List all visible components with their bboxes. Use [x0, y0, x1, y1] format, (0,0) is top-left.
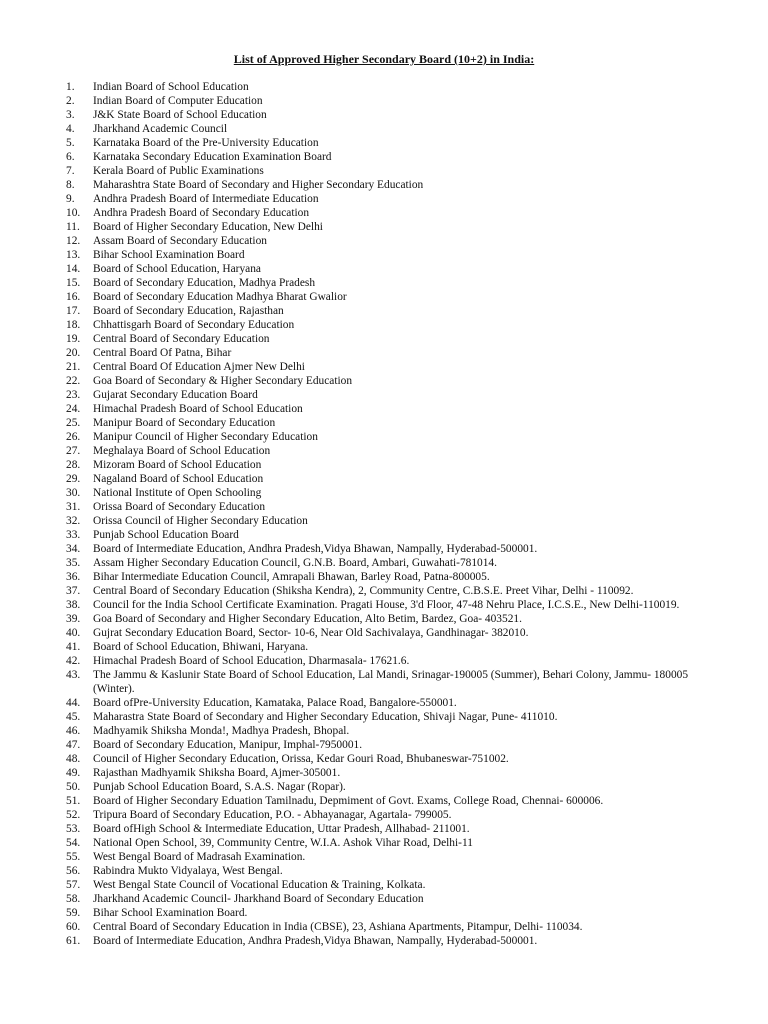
- list-item-text: Andhra Pradesh Board of Secondary Education: [93, 207, 310, 219]
- list-item-text: Gujrat Secondary Education Board, Sector- 10-6, Near Old Sachivalaya, Gandhinagar- 382010.: [93, 627, 529, 639]
- list-item-text: Board of Higher Secondary Eduation Tamilnadu, Depmiment of Govt. Exams, College Road, Chennai- 600006.: [93, 795, 604, 807]
- list-item-text: West Bengal Board of Madrasah Examination.: [93, 851, 306, 863]
- list-item: [66, 192, 726, 206]
- list-item-text: Himachal Pradesh Board of School Education, Dharmasala- 17621.6.: [93, 655, 410, 667]
- list-item-text: Mizoram Board of School Education: [93, 459, 262, 471]
- list-item-number: 26.: [66, 431, 81, 443]
- list-item-number: 31.: [66, 501, 81, 513]
- list-item: [66, 892, 726, 906]
- list-item-number: 19.: [66, 333, 81, 345]
- list-item-number: 42.: [66, 655, 81, 667]
- list-item: [66, 528, 726, 542]
- list-item-text: Chhattisgarh Board of Secondary Education: [93, 319, 295, 331]
- list-item-number: 10.: [66, 207, 81, 219]
- list-item: [66, 934, 726, 948]
- list-item-text: Himachal Pradesh Board of School Education: [93, 403, 303, 415]
- list-item-text: Board of Intermediate Education, Andhra Pradesh,Vidya Bhawan, Nampally, Hyderabad-500001.: [93, 935, 538, 947]
- list-item-number: 8.: [66, 179, 75, 191]
- list-item: [66, 752, 726, 766]
- list-item: [66, 178, 726, 192]
- list-item: [66, 416, 726, 430]
- list-item-number: 4.: [66, 123, 75, 135]
- list-item: [66, 318, 726, 332]
- list-item-text: Punjab School Education Board: [93, 529, 239, 541]
- list-item-text: Indian Board of Computer Education: [93, 95, 263, 107]
- list-item: [66, 836, 726, 850]
- list-item-number: 28.: [66, 459, 81, 471]
- list-item: [66, 626, 726, 640]
- list-item-number: 46.: [66, 725, 81, 737]
- list-item-number: 30.: [66, 487, 81, 499]
- list-item-text: Maharashtra State Board of Secondary and Higher Secondary Education: [93, 179, 424, 191]
- list-item-text: Bihar Intermediate Education Council, Amrapali Bhawan, Barley Road, Patna-800005.: [93, 571, 490, 583]
- list-item: [66, 794, 726, 808]
- list-item: [66, 542, 726, 556]
- list-item-number: 39.: [66, 613, 81, 625]
- list-item-number: 51.: [66, 795, 81, 807]
- list-item-number: 18.: [66, 319, 81, 331]
- list-item-number: 47.: [66, 739, 81, 751]
- list-item-text: Board of Intermediate Education, Andhra Pradesh,Vidya Bhawan, Nampally, Hyderabad-500001.: [93, 543, 538, 555]
- list-item-text: Andhra Pradesh Board of Intermediate Education: [93, 193, 319, 205]
- list-item-number: 17.: [66, 305, 81, 317]
- list-item-number: 6.: [66, 151, 75, 163]
- list-item: [66, 654, 726, 668]
- list-item: [66, 738, 726, 752]
- list-item: [66, 430, 726, 444]
- list-item-number: 50.: [66, 781, 81, 793]
- list-item: [66, 262, 726, 276]
- list-item-text: Bihar School Examination Board.: [93, 907, 248, 919]
- list-item: [66, 486, 726, 500]
- list-item-number: 43.: [66, 669, 81, 681]
- list-item: [66, 444, 726, 458]
- list-item-number: 56.: [66, 865, 81, 877]
- list-item: [66, 304, 726, 318]
- list-item-number: 35.: [66, 557, 81, 569]
- list-item: [66, 136, 726, 150]
- list-item-number: 3.: [66, 109, 75, 121]
- list-item: [66, 388, 726, 402]
- list-item: [66, 906, 726, 920]
- list-item-number: 29.: [66, 473, 81, 485]
- list-item: [66, 500, 726, 514]
- list-item-text: Maharastra State Board of Secondary and Higher Secondary Education, Shivaji Nagar, Pune- 411010.: [93, 711, 558, 723]
- list-item-text: Board of School Education, Haryana: [93, 263, 261, 275]
- list-item-number: 20.: [66, 347, 81, 359]
- list-item-number: 49.: [66, 767, 81, 779]
- list-item: [66, 920, 726, 934]
- list-item: [66, 346, 726, 360]
- list-item-number: 16.: [66, 291, 81, 303]
- list-item: [66, 290, 726, 304]
- list-item: [66, 822, 726, 836]
- list-item-number: 13.: [66, 249, 81, 261]
- list-item: [66, 206, 726, 220]
- list-item-text: Board ofHigh School & Intermediate Education, Uttar Pradesh, Allhabad- 211001.: [93, 823, 470, 835]
- list-item-text: Board of Secondary Education Madhya Bharat Gwalior: [93, 291, 347, 303]
- list-item-number: 44.: [66, 697, 81, 709]
- list-item-number: 5.: [66, 137, 75, 149]
- list-item-number: 22.: [66, 375, 81, 387]
- list-item-text: Manipur Council of Higher Secondary Education: [93, 431, 318, 443]
- page-title: List of Approved Higher Secondary Board (10+2) in India:: [233, 52, 535, 66]
- list-item: [66, 248, 726, 262]
- list-item: [66, 668, 726, 696]
- list-item-number: 40.: [66, 627, 81, 639]
- list-item: [66, 374, 726, 388]
- list-item-text: Assam Board of Secondary Education: [93, 235, 267, 247]
- list-item-text: Manipur Board of Secondary Education: [93, 417, 276, 429]
- list-item-text: National Institute of Open Schooling: [93, 487, 262, 499]
- list-item-text: The Jammu & Kaslunir State Board of School Education, Lal Mandi, Srinagar-190005 (Summer), Behari Colony, Jammu- 180005 (Winter).: [93, 669, 689, 695]
- list-item-number: 23.: [66, 389, 81, 401]
- list-item-number: 60.: [66, 921, 81, 933]
- list-item-text: West Bengal State Council of Vocational Education & Training, Kolkata.: [93, 879, 426, 891]
- list-item-text: Indian Board of School Education: [93, 81, 249, 93]
- list-item-text: Council of Higher Secondary Education, Orissa, Kedar Gouri Road, Bhubaneswar-751002.: [93, 753, 509, 765]
- list-item: [66, 220, 726, 234]
- list-item-number: 1.: [66, 81, 75, 93]
- list-item-number: 58.: [66, 893, 81, 905]
- list-item-text: Central Board of Secondary Education (Shiksha Kendra), 2, Community Centre, C.B.S.E. Preet Vihar, Delhi - 110092.: [93, 585, 634, 597]
- list-item-number: 61.: [66, 935, 81, 947]
- list-item: [66, 276, 726, 290]
- list-item-number: 55.: [66, 851, 81, 863]
- list-item: [66, 80, 726, 94]
- list-item: [66, 640, 726, 654]
- list-item: [66, 710, 726, 724]
- list-item-text: Board of Secondary Education, Manipur, Imphal-7950001.: [93, 739, 363, 751]
- list-item-text: Karnataka Secondary Education Examination Board: [93, 151, 332, 163]
- list-item-text: Board of Secondary Education, Rajasthan: [93, 305, 284, 317]
- list-item: [66, 164, 726, 178]
- list-item-number: 38.: [66, 599, 81, 611]
- list-item-text: Orissa Council of Higher Secondary Education: [93, 515, 308, 527]
- list-item: [66, 570, 726, 584]
- list-item-number: 48.: [66, 753, 81, 765]
- list-item: [66, 122, 726, 136]
- list-item-number: 15.: [66, 277, 81, 289]
- list-item-text: Bihar School Examination Board: [93, 249, 245, 261]
- list-item-text: Punjab School Education Board, S.A.S. Nagar (Ropar).: [93, 781, 346, 793]
- list-item: [66, 878, 726, 892]
- list-item-number: 41.: [66, 641, 81, 653]
- list-item: [66, 514, 726, 528]
- list-item-text: Jharkhand Academic Council- Jharkhand Board of Secondary Education: [93, 893, 424, 905]
- list-item-text: Board ofPre-University Education, Kamataka, Palace Road, Bangalore-550001.: [93, 697, 457, 709]
- list-item: [66, 556, 726, 570]
- list-item-number: 36.: [66, 571, 81, 583]
- list-item: [66, 458, 726, 472]
- list-item-text: J&K State Board of School Education: [93, 109, 267, 121]
- list-item-text: Central Board of Secondary Education in India (CBSE), 23, Ashiana Apartments, Pitampur, Delhi- 110034.: [93, 921, 583, 933]
- list-item: [66, 850, 726, 864]
- list-item-number: 59.: [66, 907, 81, 919]
- list-item-text: Rajasthan Madhyamik Shiksha Board, Ajmer-305001.: [93, 767, 341, 779]
- list-item-text: Madhyamik Shiksha Monda!, Madhya Pradesh, Bhopal.: [93, 725, 350, 737]
- list-item: [66, 94, 726, 108]
- list-item-text: Rabindra Mukto Vidyalaya, West Bengal.: [93, 865, 283, 877]
- list-item-text: Central Board Of Education Ajmer New Delhi: [93, 361, 305, 373]
- list-item-number: 52.: [66, 809, 81, 821]
- list-item-number: 11.: [66, 221, 80, 233]
- list-item-number: 2.: [66, 95, 75, 107]
- list-item-text: Nagaland Board of School Education: [93, 473, 264, 485]
- list-item: [66, 780, 726, 794]
- list-item: [66, 402, 726, 416]
- list-item-text: Assam Higher Secondary Education Council, G.N.B. Board, Ambari, Guwahati-781014.: [93, 557, 497, 569]
- list-item: [66, 598, 726, 612]
- list-item: [66, 766, 726, 780]
- list-item-number: 54.: [66, 837, 81, 849]
- list-item-number: 37.: [66, 585, 81, 597]
- list-item-number: 33.: [66, 529, 81, 541]
- list-item: [66, 360, 726, 374]
- list-item-text: Orissa Board of Secondary Education: [93, 501, 266, 513]
- list-item-text: Meghalaya Board of School Education: [93, 445, 271, 457]
- list-item-number: 14.: [66, 263, 81, 275]
- list-item-number: 25.: [66, 417, 81, 429]
- list-item-text: Karnataka Board of the Pre-University Education: [93, 137, 319, 149]
- list-item: [66, 150, 726, 164]
- list-item: [66, 696, 726, 710]
- boards-list: [66, 80, 726, 948]
- list-item: [66, 612, 726, 626]
- list-item: [66, 332, 726, 346]
- list-item-text: Council for the India School Certificate Examination. Pragati House, 3'd Floor, 47-48 Nehru Place, I.C.S.E., New Delhi-110019.: [93, 599, 680, 611]
- list-item-number: 12.: [66, 235, 81, 247]
- list-item-number: 7.: [66, 165, 75, 177]
- list-item-text: Central Board of Secondary Education: [93, 333, 270, 345]
- list-item: [66, 108, 726, 122]
- list-item-text: National Open School, 39, Community Centre, W.I.A. Ashok Vihar Road, Delhi-11: [93, 837, 473, 849]
- list-item-number: 34.: [66, 543, 81, 555]
- list-item: [66, 234, 726, 248]
- list-item: [66, 724, 726, 738]
- list-item-text: Central Board Of Patna, Bihar: [93, 347, 232, 359]
- list-item-text: Board of Higher Secondary Education, New Delhi: [93, 221, 323, 233]
- list-item-text: Jharkhand Academic Council: [93, 123, 228, 135]
- list-item-number: 21.: [66, 361, 81, 373]
- list-item-text: Goa Board of Secondary and Higher Secondary Education, Alto Betim, Bardez, Goa- 403521.: [93, 613, 522, 625]
- list-item-text: Tripura Board of Secondary Education, P.O. - Abhayanagar, Agartala- 799005.: [93, 809, 452, 821]
- list-item-text: Board of School Education, Bhiwani, Haryana.: [93, 641, 309, 653]
- list-item-text: Board of Secondary Education, Madhya Pradesh: [93, 277, 316, 289]
- list-item-number: 24.: [66, 403, 81, 415]
- list-item-text: Goa Board of Secondary & Higher Secondary Education: [93, 375, 353, 387]
- list-item: [66, 808, 726, 822]
- list-item-number: 57.: [66, 879, 81, 891]
- list-item-number: 45.: [66, 711, 81, 723]
- list-item-text: Kerala Board of Public Examinations: [93, 165, 264, 177]
- list-item: [66, 864, 726, 878]
- list-item-text: Gujarat Secondary Education Board: [93, 389, 258, 401]
- list-item-number: 32.: [66, 515, 81, 527]
- list-item-number: 53.: [66, 823, 81, 835]
- list-item: [66, 472, 726, 486]
- list-item-number: 9.: [66, 193, 75, 205]
- list-item-number: 27.: [66, 445, 81, 457]
- list-item: [66, 584, 726, 598]
